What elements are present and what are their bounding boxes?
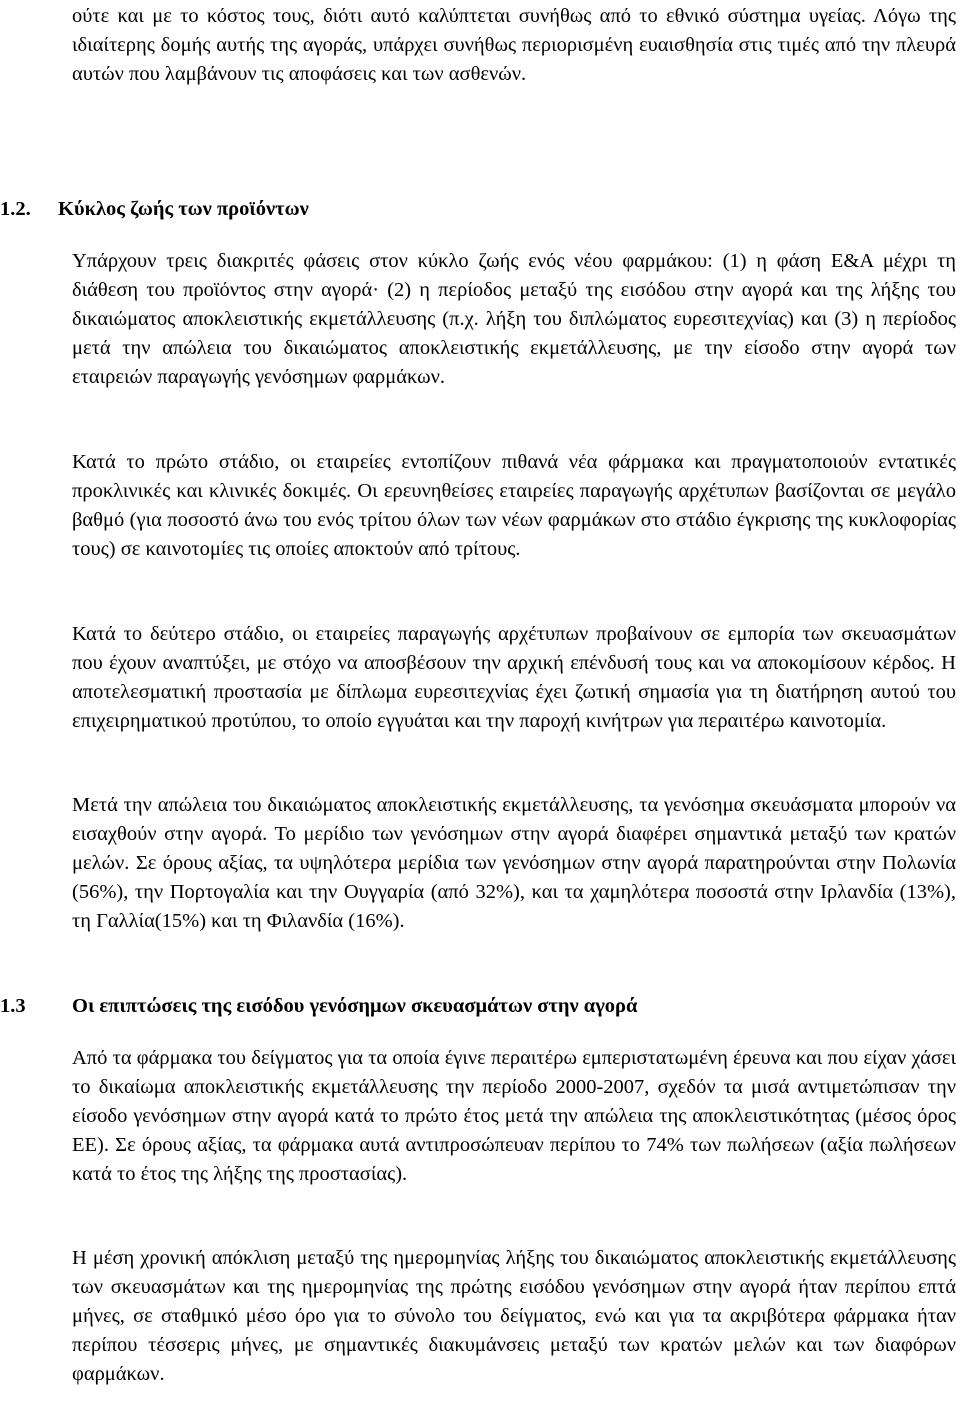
paragraph-generics-share: Μετά την απώλεια του δικαιώματος αποκλειστικής εκμετάλλευσης, τα γενόσημα σκευάσματα μπορούν να εισαχθούν στην αγορά. Το μερίδιο των γενόσημων στην αγορά διαφέρει σημαντικά μεταξύ των κρατών μελών. Σε όρους αξίας, τα υψηλότερα μερίδια των γενόσημων στην αγορά παρατηρούνται στην Πολωνία (56%), την Πορτογαλία και την Ουγγαρία (από 32%), και τα χαμηλότερα ποσοστά στην Ιρλανδία (13%), τη Γαλλία(15%) και τη Φιλανδία (16%). (72, 794, 956, 932)
paragraph-first-stage: Κατά το πρώτο στάδιο, οι εταιρείες εντοπίζουν πιθανά νέα φάρμακα και πραγματοποιούν εντατικές προκλινικές και κλινικές δοκιμές. Οι ερευνηθείσες εταιρείες παραγωγής αρχέτυπων βασίζονται σε μεγάλο βαθμό (για ποσοστό άνω του ενός τρίτου όλων των νέων φαρμάκων στο στάδιο έγκρισης της κυκλοφορίας τους) σε καινοτομίες τις οποίες αποκτούν από τρίτους. (72, 451, 956, 560)
section-number: 1.2. (0, 198, 31, 220)
paragraph-intro-continued: ούτε και με το κόστος τους, διότι αυτό καλύπτεται συνήθως από το εθνικό σύστημα υγείας. Λόγω της ιδιαίτερης δομής αυτής της αγοράς, υπάρχει συνήθως περιορισμένη ευαισθησία στις τιμές από την πλευρά αυτών που λαμβάνουν τις αποφάσεις και των ασθενών. (72, 5, 956, 85)
paragraph-second-stage: Κατά το δεύτερο στάδιο, οι εταιρείες παραγωγής αρχέτυπων προβαίνουν σε εμπορία των σκευασμάτων που έχουν αναπτύξει, με στόχο να αποσβέσουν την αρχική επένδυσή τους και να αποκομίσουν κέρδος. Η αποτελεσματική προστασία με δίπλωμα ευρεσιτεχνίας έχει ζωτική σημασία για τη διατήρηση αυτού του επιχειρηματικού προτύπου, το οποίο εγγυάται και την παροχή κινήτρων για περαιτέρω καινοτομία. (72, 623, 956, 732)
paragraph-sample-findings: Από τα φάρμακα του δείγματος για τα οποία έγινε περαιτέρω εμπεριστατωμένη έρευνα και που είχαν χάσει το δικαίωμα αποκλειστικής εκμετάλλευσης την περίοδο 2000-2007, σχεδόν τα μισά αντιμετώπισαν την είσοδο γενόσημων στην αγορά κατά το πρώτο έτος μετά την απώλεια της αποκλειστικότητας (μέσος όρος ΕΕ). Σε όρους αξίας, τα φάρμακα αυτά αντιπροσώπευαν περίπου το 74% των πωλήσεων (αξία πωλήσεων κατά το έτος της λήξης της προστασίας). (72, 1047, 956, 1185)
section-title: Κύκλος ζωής των προϊόντων (58, 198, 309, 220)
section-title: Οι επιπτώσεις της εισόδου γενόσημων σκευασμάτων στην αγορά (72, 995, 638, 1017)
section-heading-1-2 (0, 195, 309, 224)
paragraph-average-delay: Η μέση χρονική απόκλιση μεταξύ της ημερομηνίας λήξης του δικαιώματος αποκλειστικής εκμετάλλευσης των σκευασμάτων και της ημερομηνίας της πρώτης εισόδου γενόσημων στην αγορά ήταν περίπου επτά μήνες, σε σταθμικό μέσο όρο για το σύνολο του δείγματος, ενώ και για τα ακριβότερα φάρμακα ήταν περίπου τέσσερις μήνες, με σημαντικές διακυμάνσεις μεταξύ των κρατών μελών και των διαφόρων φαρμάκων. (72, 1247, 956, 1385)
section-heading-1-3 (0, 992, 637, 1021)
section-number: 1.3 (0, 995, 26, 1017)
paragraph-lifecycle-phases: Υπάρχουν τρεις διακριτές φάσεις στον κύκλο ζωής ενός νέου φαρμάκου: (1) η φάση Ε&Α μέχρι τη διάθεση του προϊόντος στην αγορά· (2) η περίοδος μεταξύ της εισόδου στην αγορά και της λήξης του δικαιώματος αποκλειστικής εκμετάλλευσης (π.χ. λήξη του διπλώματος ευρεσιτεχνίας) και (3) η περίοδος μετά την απώλεια του δικαιώματος αποκλειστικής εκμετάλλευσης, με την είσοδο στην αγορά των εταιρειών παραγωγής γενόσημων φαρμάκων. (72, 250, 956, 388)
